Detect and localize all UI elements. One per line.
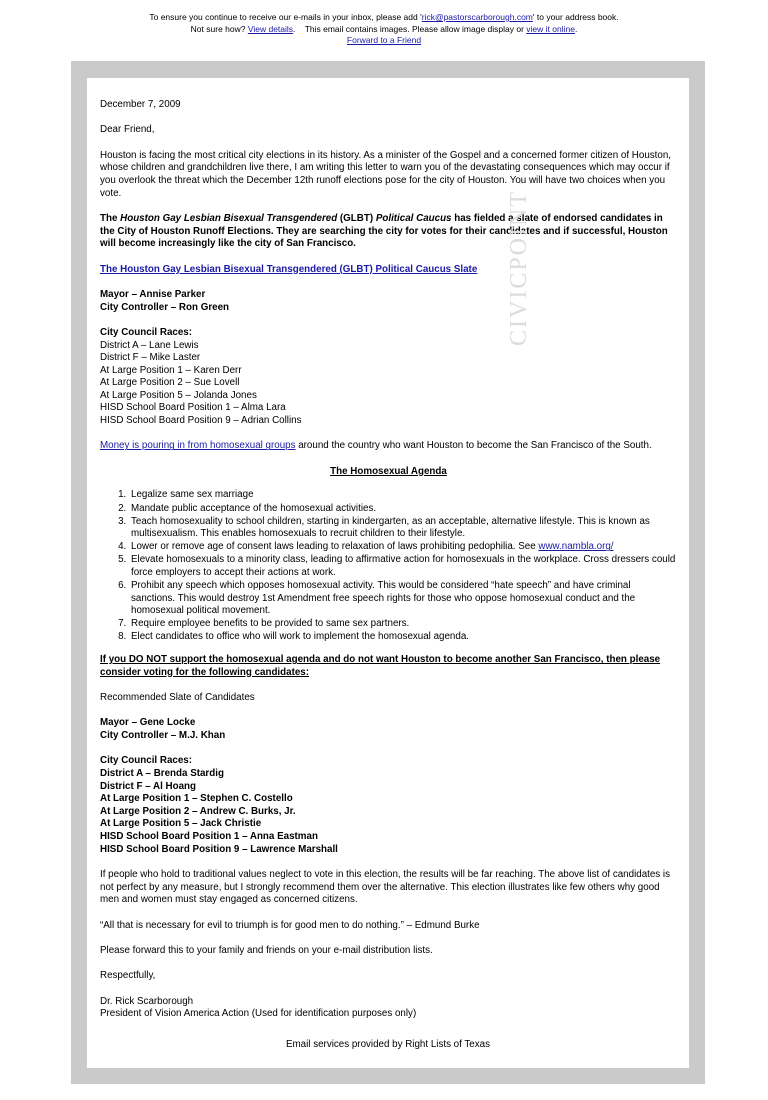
watermark: CIVICPOINT (506, 190, 532, 346)
list-item: At Large Position 5 – Jack Christie (100, 818, 262, 830)
signoff: Respectfully, (100, 970, 156, 982)
caucus-paragraph (100, 213, 677, 251)
agenda-title-text: The Homosexual Agenda (330, 465, 447, 477)
glbt-mayor: Mayor – Annise Parker (100, 288, 206, 300)
list-item: District F – Mike Laster (100, 352, 201, 364)
preheader-text: Not sure how? (190, 23, 248, 34)
money-paragraph (100, 440, 677, 453)
list-item: 7. Require employee benefits to be provided to same sex partners. (129, 618, 677, 631)
nambla-link[interactable]: www.nambla.org/ (538, 541, 614, 553)
list-item: 6. Prohibit any speech which opposes homosexual activity. This would be considered “hate speech” and have criminal sanctions. This would destroy 1st Amendment free speech rights for those who oppose homosexual conduct and the homosexual political movement. (129, 580, 677, 618)
list-item: At Large Position 2 – Sue Lovell (100, 377, 240, 389)
email-frame (71, 61, 705, 1084)
list-item (129, 541, 677, 554)
list-item: At Large Position 1 – Karen Derr (100, 364, 242, 376)
preheader-text: ' to your address book. (532, 12, 619, 22)
list-item: At Large Position 5 – Jolanda Jones (100, 389, 257, 401)
call-to-action (100, 654, 677, 679)
list-item: HISD School Board Position 9 – Lawrence Marshall (100, 843, 338, 855)
list-item: 3. Teach homosexuality to school children, starting in kindergarten, as an acceptable, alternative lifestyle. This is known as multisexualism. This enables homosexuals to recruit children to their lifestyle. (129, 516, 677, 541)
list-item: 2. Mandate public acceptance of the homosexual activities. (129, 503, 677, 516)
glbt-council-list (100, 327, 677, 428)
caucus-text: (GLBT) (337, 212, 376, 224)
council-heading: City Council Races: (100, 326, 193, 338)
rec-mayor: Mayor – Gene Locke (100, 717, 196, 729)
list-item: District F – Al Hoang (100, 780, 196, 792)
recommended-council-list (100, 755, 677, 856)
caucus-text: The (100, 212, 121, 224)
money-link[interactable]: Money is pouring in from homosexual groups (100, 440, 296, 452)
signature-block (100, 996, 677, 1021)
call-to-action-text: If you DO NOT support the homosexual agenda and do not want Houston to become another San Francisco, then please consider voting for the following candidates: (100, 654, 661, 678)
greeting: Dear Friend, (100, 124, 155, 136)
caucus-text: has fielded a slate of endorsed candidates in the City of Houston Runoff Elections. They are searching the city for votes for their candidates and if successful, Houston will become increasingly like the city of San Francisco. (100, 212, 668, 250)
signer-title: President of Vision America Action (Used for identification purposes only) (100, 1008, 417, 1020)
preheader-text: . This email contains images. Please allow image display or (293, 23, 527, 34)
list-item-text: Lower or remove age of consent laws leading to relaxation of laws prohibiting pedophilia. See (131, 541, 539, 553)
list-item: HISD School Board Position 9 – Adrian Collins (100, 415, 302, 427)
council-heading: City Council Races: (100, 755, 193, 767)
rec-controller: City Controller – M.J. Khan (100, 730, 226, 742)
view-online-link[interactable]: view it online (526, 23, 575, 34)
intro-paragraph: Houston is facing the most critical city elections in its history. As a minister of the Gospel and a concerned former citizen of Houston, whose children and grandchildren live there, I am writing this letter to warn you of the devastating consequences which may occur if you overlook the threat which the December 12th runoff elections pose for the city of Houston. You will have two choices when you vote. (100, 149, 672, 199)
agenda-title (100, 466, 677, 479)
list-item: District A – Lane Lewis (100, 339, 199, 351)
preheader-text: . (574, 23, 578, 34)
letter-body (87, 78, 689, 1068)
view-details-link[interactable]: View details (247, 23, 294, 34)
forward-to-friend-link[interactable]: Forward to a Friend (346, 35, 422, 45)
email-footer: Email services provided by Right Lists of Texas (285, 1039, 490, 1051)
list-item: HISD School Board Position 1 – Anna Eastman (100, 830, 318, 842)
recommended-slate-top (100, 717, 677, 742)
list-item: At Large Position 2 – Andrew C. Burks, Jr. (100, 805, 296, 817)
closing-paragraph: If people who hold to traditional values neglect to vote in this election, the results will be far reaching. The above list of candidates is not perfect by any measure, but I strongly recommend them over the alternative. This election illustrates like few others why good men and women must stay engaged as concerned citizens. (100, 868, 671, 906)
caucus-name: Houston Gay Lesbian Bisexual Transgendered (120, 212, 338, 224)
sender-email-link[interactable]: rick@pastorscarborough.com (421, 12, 533, 22)
list-item: 5. Elevate homosexuals to a minority class, leading to affirmative action for homosexuals in the workplace. Cross dressers could force employers to accept their actions at work. (129, 554, 677, 579)
caucus-name: Political Caucus (375, 212, 452, 224)
preheader-text: To ensure you continue to receive our e-mails in your inbox, please add ' (149, 12, 422, 22)
list-item: 8. Elect candidates to office who will work to implement the homosexual agenda. (129, 631, 677, 644)
agenda-list (100, 489, 677, 644)
list-item: At Large Position 1 – Stephen C. Costello (100, 793, 293, 805)
list-item: District A – Brenda Stardig (100, 768, 224, 780)
letter-date: December 7, 2009 (100, 99, 181, 110)
list-item: HISD School Board Position 1 – Alma Lara (100, 402, 286, 414)
glbt-slate-link[interactable]: The Houston Gay Lesbian Bisexual Transgendered (GLBT) Political Caucus Slate (100, 263, 478, 275)
signer-name: Dr. Rick Scarborough (100, 995, 194, 1007)
forward-request: Please forward this to your family and friends on your e-mail distribution lists. (100, 944, 433, 956)
quote: “All that is necessary for evil to triumph is for good men to do nothing.” – Edmund Burke (100, 919, 480, 931)
list-item: 1. Legalize same sex marriage (129, 489, 677, 502)
glbt-slate-top (100, 289, 677, 314)
email-preheader (0, 0, 768, 47)
glbt-controller: City Controller – Ron Green (100, 301, 230, 313)
money-text: around the country who want Houston to become the San Francisco of the South. (295, 440, 652, 452)
recommended-heading: Recommended Slate of Candidates (100, 692, 255, 704)
